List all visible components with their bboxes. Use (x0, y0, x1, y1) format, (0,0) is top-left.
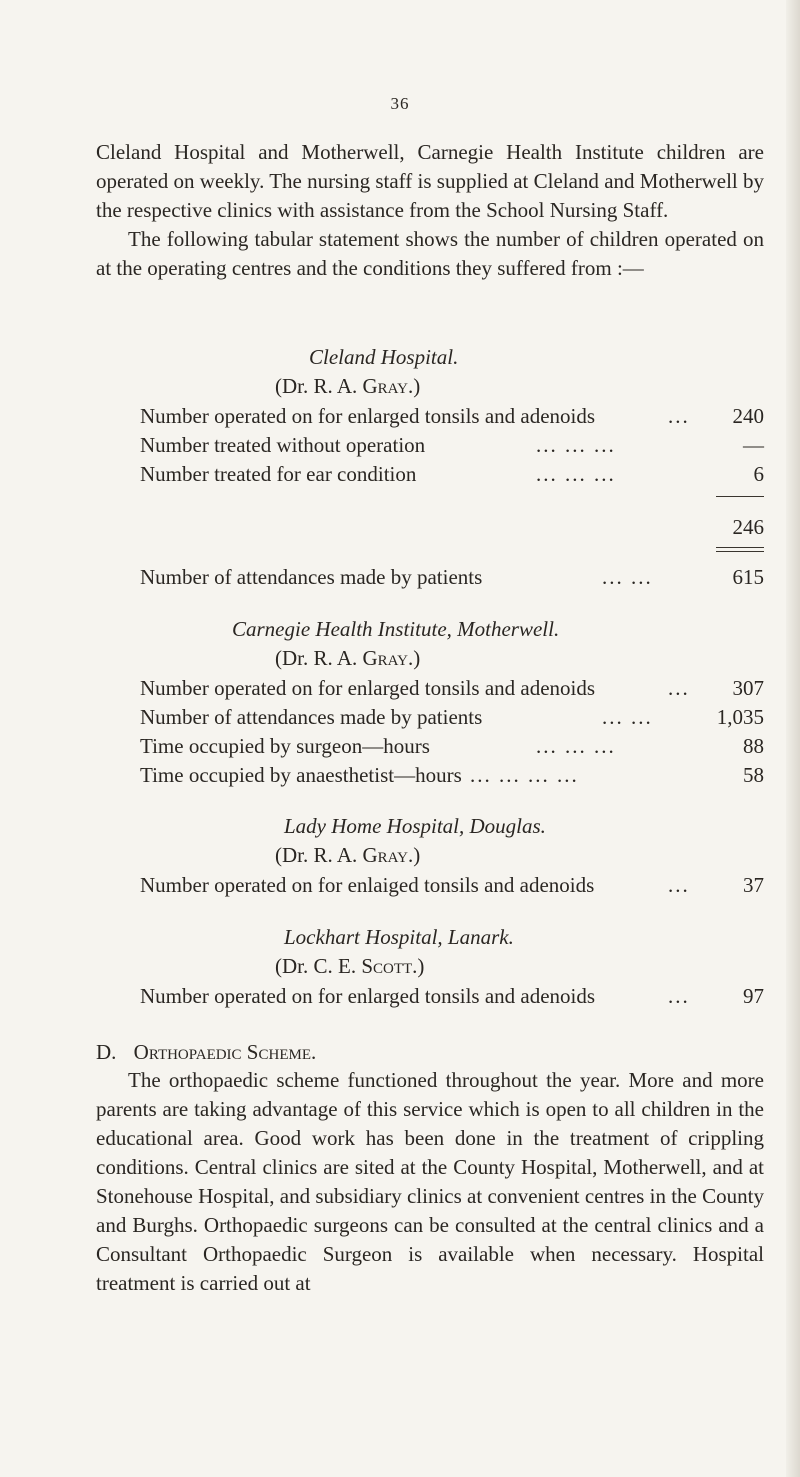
heading-title: Orthopaedic Scheme. (133, 1040, 317, 1064)
row-leader: ... ... ... ... (470, 763, 579, 787)
total-double-rule-bottom (716, 551, 764, 552)
table-row (140, 563, 764, 592)
row-value: 37 (743, 873, 764, 897)
row-leader: ... ... ... (536, 734, 616, 758)
total-row (140, 513, 764, 542)
section-doctor-cleland (275, 372, 420, 401)
doctor-surname: Gray (362, 374, 408, 398)
orthopaedic-paragraph: The orthopaedic scheme functioned throughout the year. More and more parents are taking advantage of this service which is open to all children in the educational area. Good work has been done in the treatment of crippling conditions. Central clinics are sited at the County Hospital, Motherwell, and at Stonehouse Hospital, and subsidiary clinics at convenient centres in the County and Burghs. Orthopaedic surgeons can be consulted at the central clinics and a Consultant Orthopaedic Surgeon is available when necessary. Hospital treatment is carried out at (96, 1068, 764, 1295)
doctor-surname: Gray (362, 843, 408, 867)
row-label: Number treated for ear condition (140, 462, 417, 486)
row-leader: ... (668, 404, 690, 428)
table-row (140, 761, 764, 790)
row-label: Number operated on for enlarged tonsils and adenoids (140, 676, 596, 700)
table-row (140, 674, 764, 703)
table-row (140, 402, 764, 431)
section-title-lady-home: Lady Home Hospital, Douglas. (284, 814, 546, 838)
section-doctor-lockhart (275, 952, 424, 981)
row-leader: ... ... (602, 705, 653, 729)
row-value: 97 (743, 984, 764, 1008)
doctor-prefix: (Dr. C. E. (275, 954, 362, 978)
row-label: Number operated on for enlaiged tonsils and adenoids (140, 873, 595, 897)
intro-paragraph-2: The following tabular statement shows the number of children operated on at the operating centres and the conditions they suffered from :— (96, 227, 764, 280)
orthopaedic-text (96, 1066, 764, 1298)
row-label: Number of attendances made by patients (140, 565, 483, 589)
row-value: 88 (743, 734, 764, 758)
doctor-surname: Scott (361, 954, 413, 978)
row-value: 240 (732, 404, 764, 428)
row-leader: ... (668, 984, 690, 1008)
page-edge-shadow (786, 0, 800, 1477)
doctor-prefix: (Dr. R. A. (275, 843, 363, 867)
table-row (140, 703, 764, 732)
row-leader: ... ... ... (536, 433, 616, 457)
intro-paragraph-1: Cleland Hospital and Motherwell, Carnegie Health Institute children are operated on weekly. The nursing staff is supplied at Cleland and Motherwell by the respective clinics with assistance from the School Nursing Staff. (96, 140, 764, 222)
row-value: 58 (743, 763, 764, 787)
heading-letter: D. (96, 1040, 117, 1064)
table-row (140, 431, 764, 460)
row-label: Time occupied by anaesthetist—hours (140, 763, 462, 787)
doctor-suffix: .) (412, 954, 425, 978)
row-label: Number operated on for enlarged tonsils and adenoids (140, 404, 596, 428)
row-leader: ... ... (602, 565, 653, 589)
row-label: Number treated without operation (140, 433, 426, 457)
row-leader: ... (668, 676, 690, 700)
row-label: Time occupied by surgeon—hours (140, 734, 430, 758)
intro-text (96, 138, 764, 283)
page-number: 36 (390, 94, 410, 113)
doctor-prefix: (Dr. R. A. (275, 374, 363, 398)
section-title-cleland: Cleland Hospital. (309, 345, 459, 369)
section-title-lockhart: Lockhart Hospital, Lanark. (284, 925, 514, 949)
section-heading-orthopaedic (96, 1038, 316, 1067)
total-double-rule-top (716, 547, 764, 548)
row-value: 615 (732, 565, 764, 589)
doctor-suffix: .) (407, 374, 421, 398)
doctor-suffix: .) (407, 646, 421, 670)
row-label: Number operated on for enlarged tonsils and adenoids (140, 984, 596, 1008)
row-value: — (743, 433, 764, 457)
doctor-prefix: (Dr. R. A. (275, 646, 363, 670)
row-label: Number of attendances made by patients (140, 705, 483, 729)
subtotal-rule (716, 496, 764, 497)
table-row (140, 982, 764, 1011)
section-doctor-lady-home (275, 841, 420, 870)
section-doctor-carnegie (275, 644, 420, 673)
row-value: 6 (753, 462, 764, 486)
table-row (140, 460, 764, 489)
doctor-suffix: .) (407, 843, 421, 867)
row-leader: ... ... ... (536, 462, 616, 486)
row-leader: ... (668, 873, 690, 897)
table-row (140, 871, 764, 900)
row-value: 307 (732, 676, 764, 700)
row-value: 1,035 (716, 705, 764, 729)
total-value: 246 (732, 515, 764, 539)
table-row (140, 732, 764, 761)
section-title-carnegie: Carnegie Health Institute, Motherwell. (232, 617, 560, 641)
doctor-surname: Gray (362, 646, 408, 670)
